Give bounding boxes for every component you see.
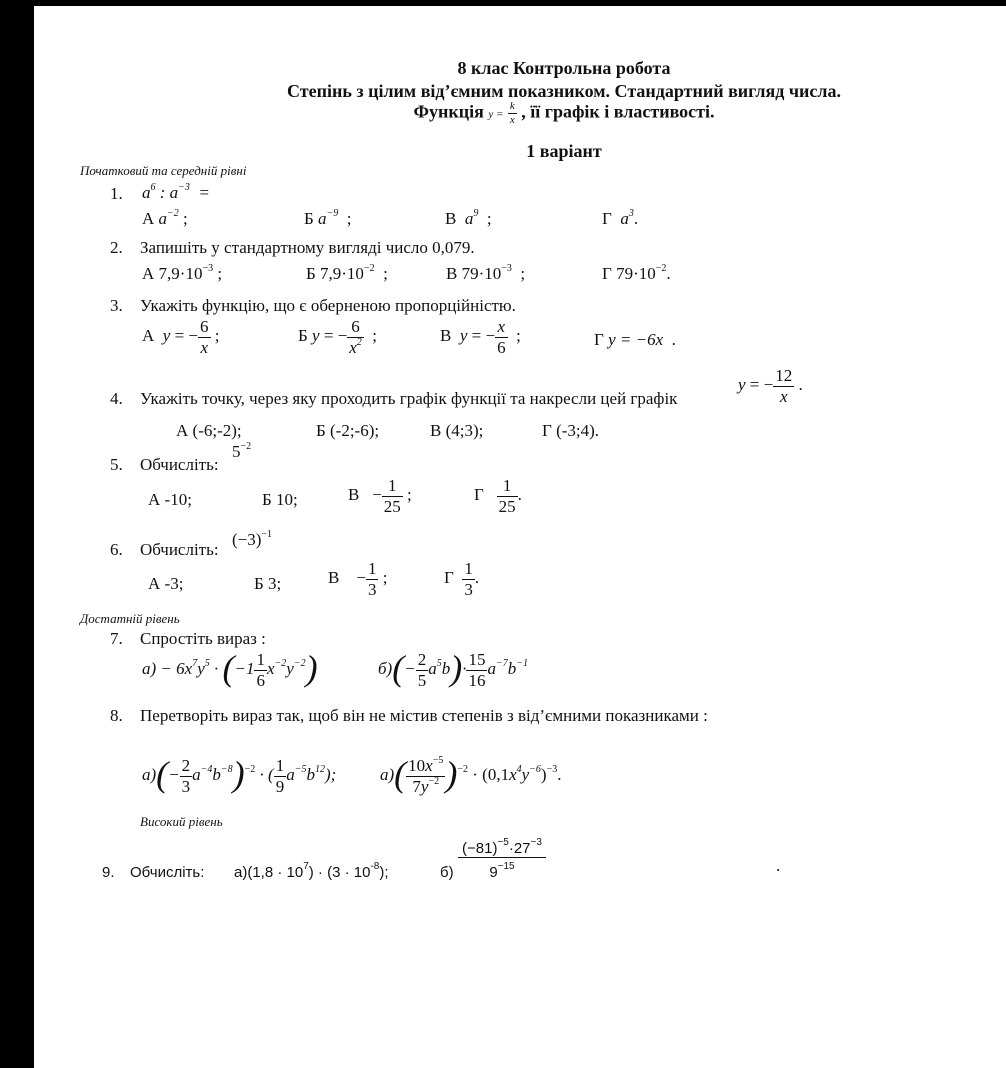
task-9-part-b-label: б) <box>440 864 454 881</box>
task-4-number: 4. <box>110 389 123 408</box>
task-6-number: 6. <box>110 540 123 559</box>
section-sufficient: Достатній рівень <box>80 611 180 626</box>
task-9-part-b-fraction: $\frac{(-81)^{-5}\cdot 27^{-3}}{9^{-15}}$ <box>458 840 546 882</box>
task-2-option-a: А $7,9\cdot 10^{-3}$ ; <box>142 263 223 283</box>
task-7-text: Спростіть вираз : <box>140 629 266 648</box>
section-basic: Початковий та середній рівні <box>80 163 247 178</box>
worksheet-page <box>34 6 1006 1068</box>
task-3-option-b: Б y = − $\frac{6}{x^2}$ ; <box>298 317 378 357</box>
task-9-text: Обчисліть: <box>130 864 205 881</box>
task-1-option-g: Г $a^3$. <box>602 208 639 228</box>
task-2-option-v: В $79\cdot 10^{-3}$ ; <box>446 263 526 283</box>
task-6-text: Обчисліть: <box>140 540 219 559</box>
task-5-option-g: Г $\frac{1}{25}$ . <box>474 476 522 516</box>
task-6-option-a: А -3; <box>148 574 184 593</box>
task-9-part-a: $а)(1,8 \cdot 10^7) \cdot (3 \cdot 10^{-8})$; <box>234 861 389 881</box>
task-6-expression: $(-3)^{-1}$ <box>232 529 273 549</box>
task-6-option-b: Б 3; <box>254 574 282 593</box>
task-6-option-g: Г $\frac{1}{3}$ . <box>444 559 480 599</box>
task-4-option-b: Б (-2;-6); <box>316 421 380 440</box>
task-2-text: Запишіть у стандартному вигляді число 0,079. <box>140 238 475 257</box>
task-4-option-g: Г (-3;4). <box>542 421 600 440</box>
task-2-number: 2. <box>110 238 123 257</box>
task-1-option-v: В $a^9$ ; <box>445 208 492 228</box>
task-4-text: Укажіть точку, через яку проходить графік функції та накресли цей графік <box>140 389 678 408</box>
task-5-option-v: В − $\frac{1}{25}$ ; <box>348 476 412 516</box>
task-3-option-a: А y = − $\frac{6}{x}$ ; <box>142 317 220 357</box>
task-1-option-b: Б $a^{-9}$ ; <box>304 208 352 228</box>
task-3-option-g: Г y = −6x . <box>594 330 676 349</box>
section-high: Високий рівень <box>140 814 223 829</box>
function-fraction: $\frac{k}{x}$ <box>509 100 515 126</box>
task-1-number: 1. <box>110 184 123 203</box>
task-2-option-g: Г $79\cdot 10^{-2}$. <box>602 263 671 283</box>
task-9-number: 9. <box>102 864 115 881</box>
header-topic: Степінь з цілим від’ємним показником. Стандартний вигляд числа. <box>287 81 841 101</box>
variant-title: 1 варіант <box>526 141 602 161</box>
task-5-option-b: Б 10; <box>262 490 298 509</box>
task-3-number: 3. <box>110 296 123 315</box>
task-7-number: 7. <box>110 629 123 648</box>
task-3-option-v: В y = − $\frac{x}{6}$ ; <box>440 317 521 357</box>
task-5-number: 5. <box>110 455 123 474</box>
task-3-text: Укажіть функцію, що є оберненою пропорційністю. <box>140 296 516 315</box>
task-7-part-b: б)(− $\frac{2}{5}$ $a^5b)\cdot$ $\frac{15}{16}$ $a^{-7}b^{-1}$ <box>378 647 528 690</box>
task-1-expression: $a^6$ : $a^{-3}$ = <box>142 182 210 202</box>
task-8-part-a: а)(− $\frac{2}{3}$ $a^{-4}b^{-8})^{-2}$ · ( $\frac{1}{9}$ $a^{-5}b^{12}$); <box>142 753 337 796</box>
task-1-option-a: А $a^{-2}$ ; <box>142 208 188 228</box>
task-8-part-a2: а)( $\frac{10x^{-5}}{7y^{-2}}$ )$^{-2} \cdot (0,1x^4y^{-6})^{-3}$. <box>380 753 562 796</box>
task-5-option-a: А -10; <box>148 490 192 509</box>
task-4-option-a: А (-6;-2); <box>176 421 242 440</box>
task-8-text: Перетворіть вираз так, щоб він не містив степенів з від’ємними показниками : <box>140 706 708 725</box>
header-function: Функція y = $\frac{k}{x}$ , її графік і властивості. <box>413 100 715 126</box>
task-5-expression: $5^{-2}$ <box>232 441 252 461</box>
task-6-option-v: В − $\frac{1}{3}$ ; <box>328 559 388 599</box>
task-2-option-b: Б $7,9\cdot 10^{-2}$ ; <box>306 263 388 283</box>
task-4-function: y = − $\frac{12}{x}$ . <box>738 366 803 406</box>
task-4-option-v: В (4;3); <box>430 421 484 440</box>
stray-dot: . <box>776 856 781 875</box>
task-8-number: 8. <box>110 706 123 725</box>
header-title: 8 клас Контрольна робота <box>457 58 671 78</box>
task-5-text: Обчисліть: <box>140 455 219 474</box>
task-7-part-a: $а) - 6x^7y^5 \cdot (-1$ $\frac{1}{6}$ $x^{-2}y^{-2}$) <box>142 647 318 690</box>
